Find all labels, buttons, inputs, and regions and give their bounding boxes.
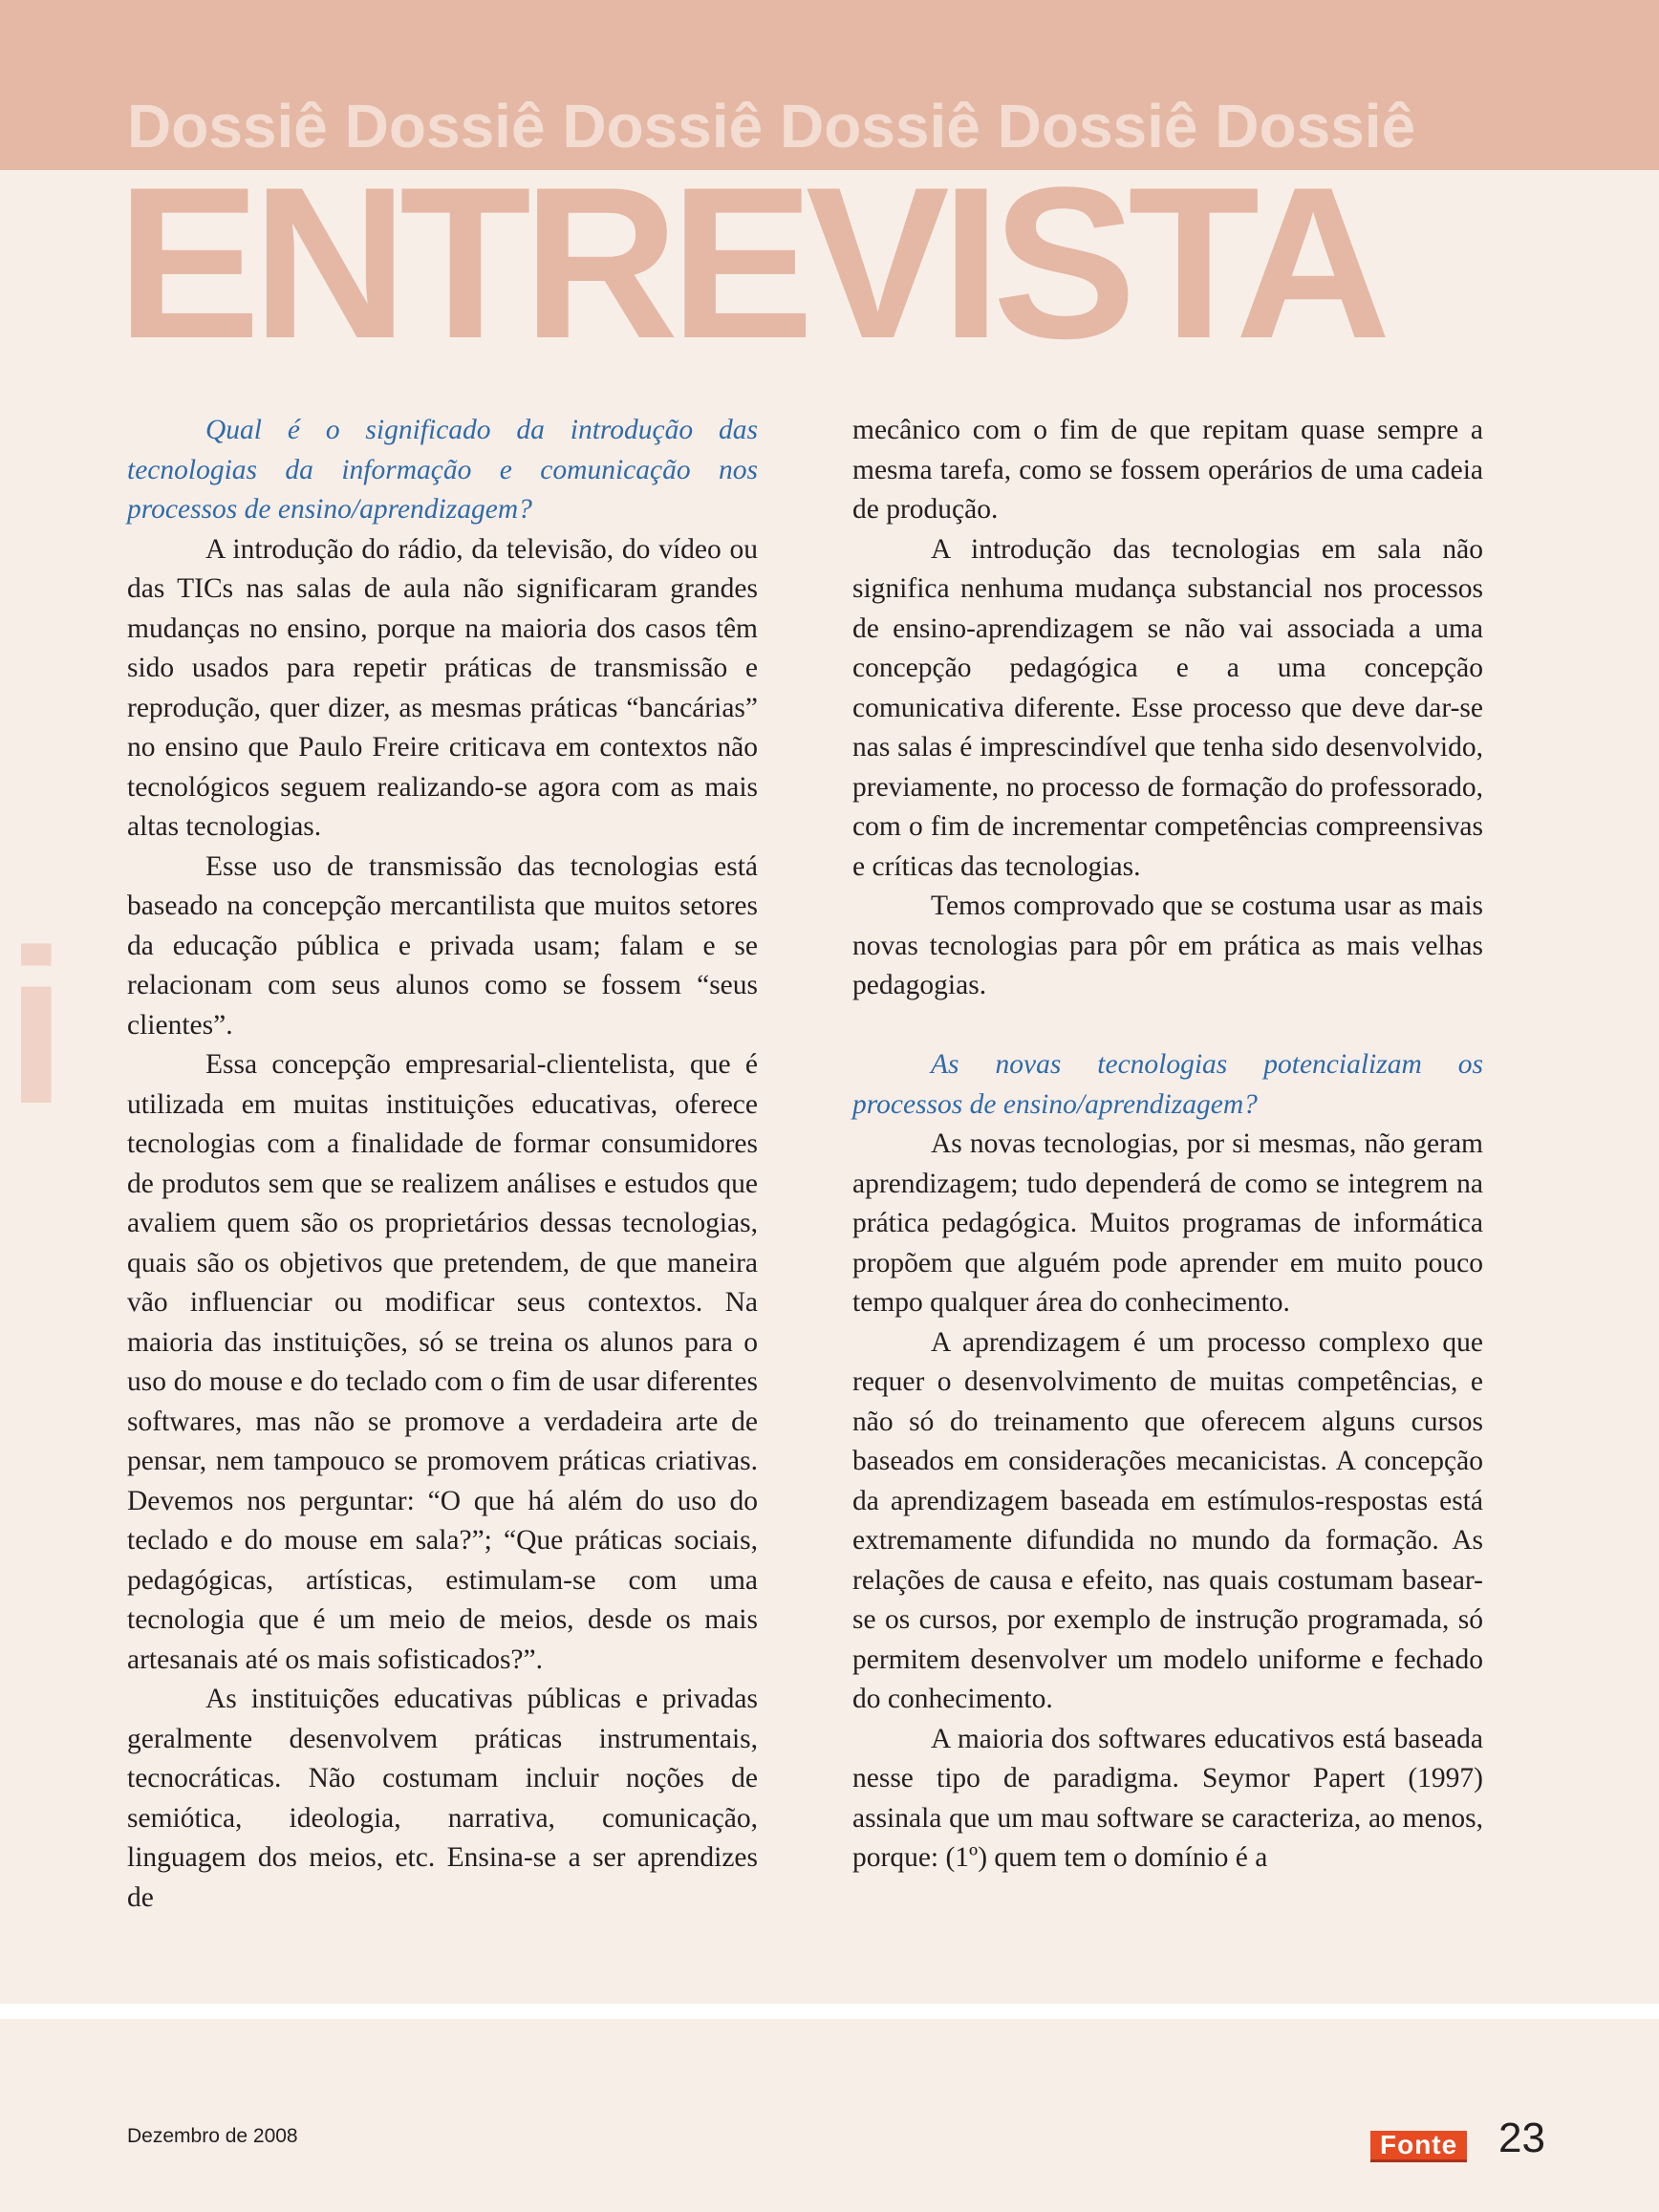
answer-paragraph: Temos comprovado que se costuma usar as mais novas tecnologias para pôr em prática as mais velhas pedagogias. [852,891,1483,1000]
answer-paragraph: A maioria dos softwares educativos está baseada nesse tipo de paradigma. Seymor Papert (1997) assinala que um mau software se caracteriza, ao menos, porque: (1º) quem tem o domínio é a [852,1723,1483,1873]
answer-paragraph: As novas tecnologias, por si mesmas, não geram aprendizagem; tudo dependerá de como se integrem na prática pedagógica. Muitos programas de informática propõem que alguém pode aprender em muito pouco tempo qualquer área do conhecimento. [852,1128,1483,1318]
fonte-logo: Fonte [1370,2131,1467,2162]
question-paragraph: As novas tecnologias potencializam os processos de ensino/aprendizagem? [852,1049,1483,1120]
answer-paragraph: As instituições educativas públicas e privadas geralmente desenvolvem práticas instrumentais, tecnocráticas. Não costumam incluir noções de semiótica, ideologia, narrativa, comunicação, linguagem dos meios, etc. Ensina-se a ser aprendizes de [127,1684,758,1913]
page-number: 23 [1498,2115,1545,2161]
answer-paragraph: A introdução das tecnologias em sala não significa nenhuma mudança substancial nos processos de ensino-aprendizagem se não vai associada a uma concepção pedagógica e a uma concepção comunicativa diferente. Esse processo que deve dar-se nas salas é imprescindível que tenha sido desenvolvido, previamente, no processo de formação do professorado, com o fim de incrementar competências compreensivas e críticas das tecnologias. [852,533,1483,882]
answer-paragraph: Essa concepção empresarial-clientelista, que é utilizada em muitas instituições educativas, oferece tecnologias com a finalidade de formar consumidores de produtos sem que se realizem análises e estudos que avaliem quem são os proprietários dessas tecnologias, quais são os objetivos que pretendem, de que maneira vão influenciar ou modificar seus contextos. Na maioria das instituições, só se treina os alunos para o uso do mouse e do teclado com o fim de usar diferentes softwares, mas não se promove a verdadeira arte de pensar, nem tampouco se promovem práticas criativas. Devemos nos perguntar: “O que há além do uso do teclado e do mouse em sala?”; “Que práticas sociais, pedagógicas, artísticas, estimulam-se com uma tecnologia que é um meio de meios, desde os mais artesanais até os mais sofisticados?”. [127,1049,758,1675]
issue-date: Dezembro de 2008 [127,2125,298,2147]
answer-paragraph: A introdução do rádio, da televisão, do vídeo ou das TICs nas salas de aula não significaram grandes mudanças no ensino, porque na maioria dos casos têm sido usados para repetir práticas de transmissão e reprodução, quer dizer, as mesmas práticas “bancárias” no ensino que Paulo Freire criticava em contextos não tecnológicos seguem realizando-se agora com as mais altas tecnologias. [127,533,758,842]
answer-paragraph-continued: mecânico com o fim de que repitam quase sempre a mesma tarefa, como se fossem operários de uma cadeia de produção. [852,415,1483,525]
answer-paragraph: Esse uso de transmissão das tecnologias está baseado na concepção mercantilista que muitos setores da educação pública e privada usam; falam e se relacionam com seus alunos como se fossem “seus clientes”. [127,850,758,1041]
left-column [127,411,758,1918]
footer-divider [0,2004,1659,2019]
question-paragraph: Qual é o significado da introdução das tecnologias da informação e comunicação nos processos de ensino/aprendizagem? [127,415,758,525]
side-marker: i [6,904,67,1149]
right-column [852,411,1483,1879]
page-title: ENTREVISTA [117,141,1383,383]
answer-paragraph: A aprendizagem é um processo complexo que requer o desenvolvimento de muitas competências, e não só do treinamento que oferecem alguns cursos baseados em considerações mecanicistas. A concepção da aprendizagem baseada em estímulos-respostas está extremamente difundida no mundo da formação. As relações de causa e efeito, nas quais costumam basear-se os cursos, por exemplo de instrução programada, só permitem desenvolver um modelo uniforme e fechado do conhecimento. [852,1326,1483,1714]
dossie-banner: Dossiê Dossiê Dossiê Dossiê Dossiê Dossiê [127,92,1416,161]
